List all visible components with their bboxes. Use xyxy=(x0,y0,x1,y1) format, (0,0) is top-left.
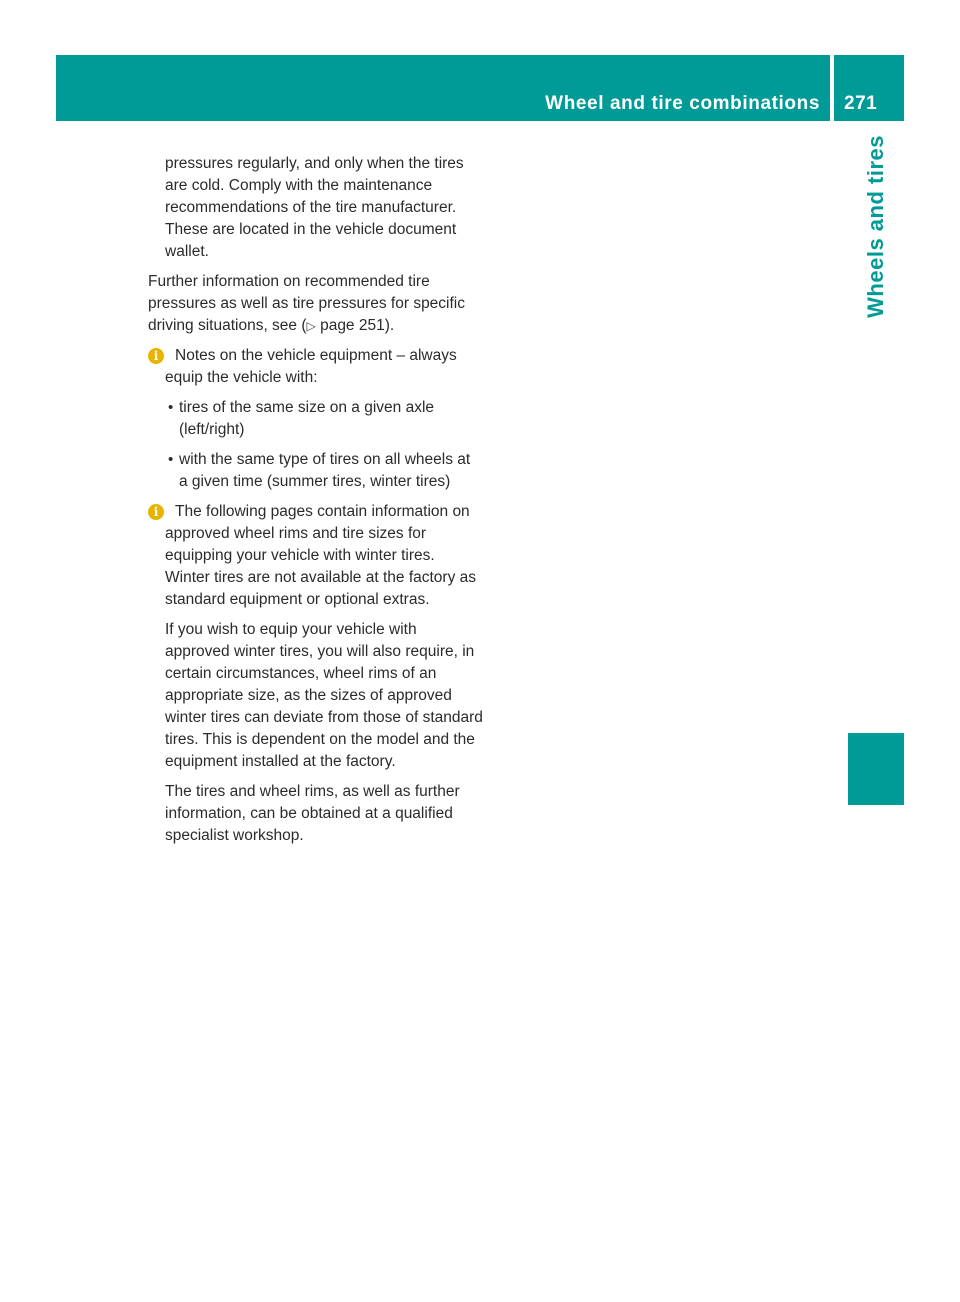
chapter-color-block xyxy=(848,733,904,805)
info-icon: i xyxy=(148,348,164,364)
list-item-text: with the same type of tires on all wheels at a given time (summer tires, winter tires) xyxy=(179,451,471,490)
info-note-intro: Notes on the vehicle equipment – always equip the vehicle with: xyxy=(165,347,457,386)
info-note-vehicle-equipment xyxy=(148,345,483,493)
continuation-line: wallet. xyxy=(165,243,209,260)
page-number: 271 xyxy=(844,93,878,114)
list-item xyxy=(165,397,483,441)
continuation-line: These are located in the vehicle document xyxy=(165,221,457,238)
continued-list-item xyxy=(148,153,483,263)
continuation-line: are cold. Comply with the maintenance xyxy=(165,177,433,194)
main-text-column xyxy=(148,153,483,847)
continuation-line: recommendations of the tire manufacturer. xyxy=(165,199,457,216)
list-item-text: tires of the same size on a given axle (left/right) xyxy=(179,399,435,438)
continuation-line: pressures regularly, and only when the tires xyxy=(165,155,464,172)
further-info-text: Further information on recommended tire pressures as well as tire pressures for specific driving situations, see ( xyxy=(148,273,466,334)
page-reference-arrow-icon: ▷ xyxy=(306,319,316,333)
info-icon: i xyxy=(148,504,164,520)
bullet-icon: • xyxy=(168,399,174,416)
chapter-side-tab xyxy=(848,125,904,730)
info-note-winter-tires xyxy=(148,501,483,847)
chapter-side-tab-label: Wheels and tires xyxy=(863,135,888,318)
section-title: Wheel and tire combinations xyxy=(545,93,820,114)
info-note-paragraph: The following pages contain information on approved wheel rims and tire sizes for equipping your vehicle with winter tires. Winter tires are not available at the factory as standard equipment or optional extras. xyxy=(165,503,477,608)
bullet-icon: • xyxy=(168,451,174,468)
info-note-paragraph: The tires and wheel rims, as well as further information, can be obtained at a qualified specialist workshop. xyxy=(165,783,460,844)
info-note-paragraph: If you wish to equip your vehicle with approved winter tires, you will also require, in certain circumstances, wheel rims of an appropriate size, as the sizes of approved winter tires can deviate from those of standard tires. This is dependent on the model and the equipment installed at the factory. xyxy=(165,621,483,770)
section-header-bar xyxy=(56,55,830,121)
page-number-box xyxy=(834,55,904,121)
further-info-paragraph xyxy=(148,271,483,337)
list-item xyxy=(165,449,483,493)
page-reference-link[interactable]: page 251). xyxy=(315,317,395,334)
